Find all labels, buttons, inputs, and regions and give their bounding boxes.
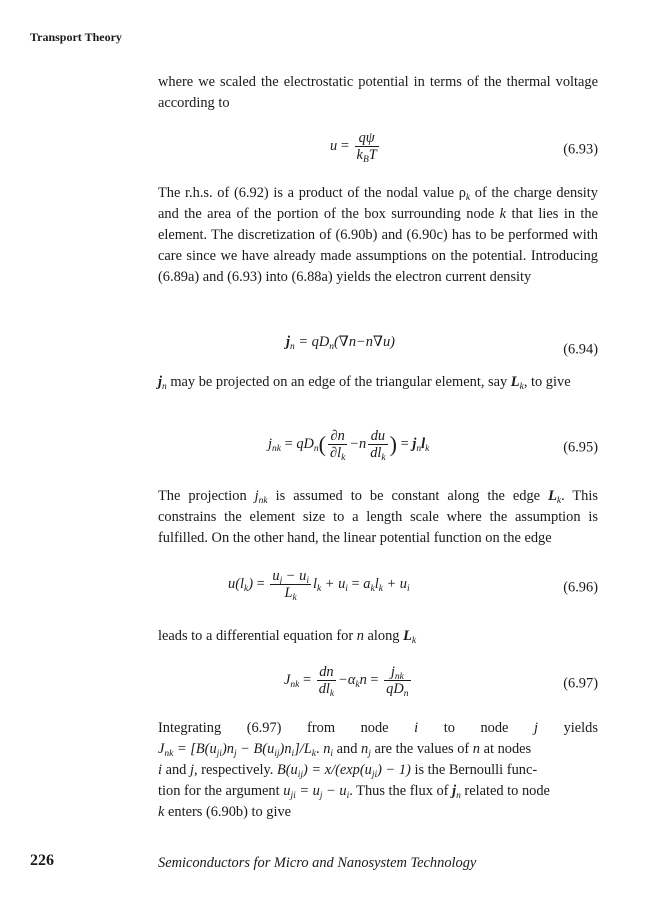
eq-6-93-denominator: $k_BT$ bbox=[356, 147, 377, 165]
paragraph-6-line-2: $J_{nk} = [B(u_{ji})n_j - B(u_{ij})n_i]/L_k$. $n_i$ and $n_j$ are the values of n at nodes bbox=[158, 741, 532, 759]
equation-number-6-93: (6.93) bbox=[563, 141, 598, 158]
equation-6-93 bbox=[158, 130, 598, 170]
running-header: Transport Theory bbox=[30, 30, 122, 44]
eq-6-97-fraction-1: $\frac{dn}{dl_k}$ bbox=[318, 664, 335, 699]
eq-6-96-fraction: $\frac{u_j - u_i}{L_k}$ bbox=[272, 568, 309, 603]
eq-6-97-fraction-2: $\frac{j_{nk}}{qD_n}$ bbox=[386, 664, 409, 699]
paragraph-2 bbox=[158, 183, 598, 288]
equation-6-96 bbox=[158, 568, 598, 608]
paragraph-4-text: The projection $j_{nk}$ is assumed to be constant along the edge $L_k$. This constrains the element size to a length scale where the assumption is fulfilled. On the other hand, the linear potential function on the edge bbox=[158, 488, 598, 546]
eq-6-93-numerator: qψ bbox=[355, 130, 379, 147]
paragraph-6-line-3: i and j, respectively. $B(u_{ij}) = x/(\exp(u_{ji}) - 1)$ is the Bernoulli func- bbox=[158, 762, 538, 780]
paragraph-5-text: leads to a differential equation for n along $L_k$ bbox=[158, 628, 417, 646]
equation-number-6-96: (6.96) bbox=[563, 579, 598, 596]
equation-number-6-97: (6.97) bbox=[563, 675, 598, 692]
paragraph-6-line-4: tion for the argument $u_{ji} = u_j - u_i$. Thus the flux of $j_n$ related to node bbox=[158, 783, 550, 801]
equation-6-94-body: $j_n = qD_n(\nabla n-n\nabla u)$ bbox=[286, 334, 395, 352]
eq-6-93-lhs: u bbox=[330, 137, 338, 154]
equation-6-93-body bbox=[330, 130, 381, 163]
equation-6-94 bbox=[158, 330, 598, 370]
paragraph-1-text: where we scaled the electrostatic potential in terms of the thermal voltage according to bbox=[158, 74, 598, 111]
equation-6-95-body: $j_{nk} = qD_n$( $\frac{\partial n}{\partial l_k}$ −n $\frac{du}{dl_k}$ ) = $j_nl_k$ bbox=[268, 428, 430, 463]
equation-number-6-94: (6.94) bbox=[563, 341, 598, 358]
paragraph-3 bbox=[158, 372, 598, 393]
eq-6-93-equals: = bbox=[340, 137, 349, 154]
paragraph-1 bbox=[158, 72, 598, 114]
equation-6-97 bbox=[158, 664, 598, 704]
equation-number-6-95: (6.95) bbox=[563, 439, 598, 456]
page-number: 226 bbox=[30, 852, 54, 869]
equation-6-96-body: $u(l_k)$ = $\frac{u_j - u_i}{L_k}$ $l_k + u_i = a_kl_k + u_i$ bbox=[228, 568, 410, 603]
equation-6-97-body: $J_{nk}$ = $\frac{dn}{dl_k}$ $-\alpha_kn$ = $\frac{j_{nk}}{qD_n}$ bbox=[284, 664, 409, 699]
eq-6-93-fraction bbox=[355, 130, 379, 163]
paragraph-4 bbox=[158, 486, 598, 549]
paragraph-6-line-1: Integrating (6.97) from node i to node j yields bbox=[158, 720, 598, 736]
equation-6-95 bbox=[158, 428, 598, 468]
paragraph-2-text: The r.h.s. of (6.92) is a product of the nodal value $\rho_k$ of the charge density and the area of the portion of the box surrounding node k that lies in the element. The discretization of (6.90b) and (6.90c) has to be performed with care since we have already made assumptions on the potential. Introducing (6.89a) and (6.93) into (6.88a) yields the electron current density bbox=[158, 185, 599, 285]
running-footer-title: Semiconductors for Micro and Nanosystem Technology bbox=[158, 855, 477, 871]
paragraph-3-text: $j_n$ may be projected on an edge of the triangular element, say $L_k$, to give bbox=[158, 374, 571, 392]
eq-6-95-fraction-1: $\frac{\partial n}{\partial l_k}$ bbox=[329, 428, 346, 463]
paragraph-5 bbox=[158, 626, 598, 647]
eq-6-95-fraction-2: $\frac{du}{dl_k}$ bbox=[370, 428, 386, 463]
paragraph-6 bbox=[158, 718, 598, 823]
paragraph-6-line-5: k enters (6.90b) to give bbox=[158, 804, 292, 820]
